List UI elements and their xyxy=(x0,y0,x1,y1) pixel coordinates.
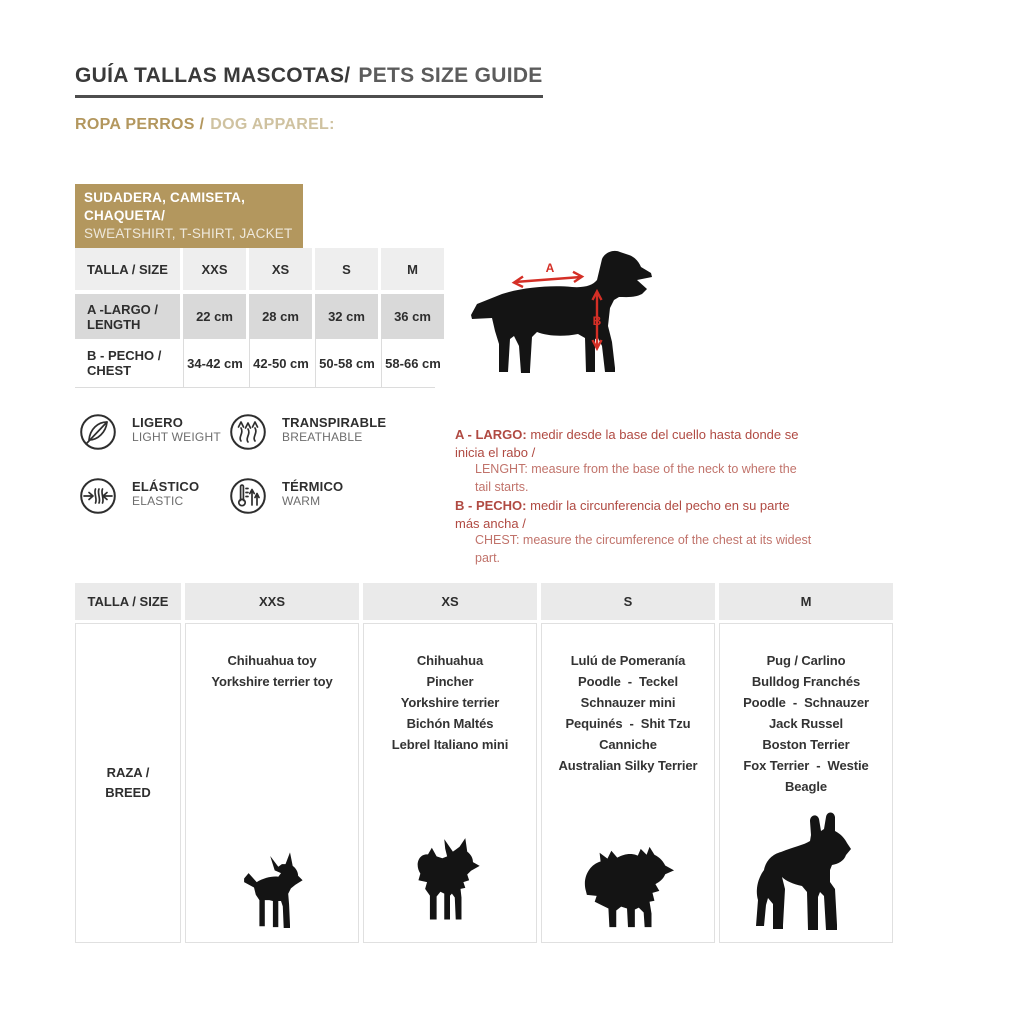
feature-warm xyxy=(228,476,398,516)
length-value: 36 cm xyxy=(381,294,444,339)
feature-label-en: ELASTIC xyxy=(132,494,184,508)
feature-label-en: BREATHABLE xyxy=(282,430,363,444)
breed-item: Beagle xyxy=(784,779,828,794)
length-value: 22 cm xyxy=(183,294,246,339)
breed-table-header-cell: M xyxy=(719,583,893,620)
note-label: B - PECHO: xyxy=(455,498,527,513)
breed-item: Chihuahua xyxy=(416,653,484,668)
note-text-es: medir la circunferencia del pecho en su parte más ancha / xyxy=(455,498,790,531)
note-text-en: CHEST: measure the circumference of the chest at its widest part. xyxy=(475,533,812,565)
breed-item: Pug / Carlino xyxy=(766,653,846,668)
breed-item: Australian Silky Terrier xyxy=(558,758,698,773)
breed-item: Fox Terrier - Westie xyxy=(743,758,869,773)
pomeranian-silhouette xyxy=(573,840,683,934)
feature-label-es: ELÁSTICO xyxy=(132,479,200,494)
chihuahua-silhouette xyxy=(236,850,308,934)
size-table-header-row xyxy=(75,248,435,290)
breed-item: Boston Terrier xyxy=(762,737,850,752)
subtitle-en: DOG APPAREL: xyxy=(210,116,335,133)
note-text-es: medir desde la base del cuello hasta donde se inicia el rabo / xyxy=(455,427,799,460)
note-label: A - LARGO: xyxy=(455,427,527,442)
category-banner xyxy=(75,184,303,248)
feature-list xyxy=(78,412,398,516)
chest-value: 50-58 cm xyxy=(315,339,378,387)
measuring-notes xyxy=(455,426,815,568)
breed-column-xxs xyxy=(185,623,359,943)
long-haired-chihuahua-silhouette xyxy=(406,838,494,934)
breed-table-header-cell: XS xyxy=(363,583,537,620)
breed-table-body xyxy=(75,623,893,943)
chest-value: 42-50 cm xyxy=(249,339,312,387)
size-table-header-cell: XXS xyxy=(183,248,246,290)
breed-column-xs xyxy=(363,623,537,943)
breed-item: Jack Russel xyxy=(768,716,844,731)
breed-table-header-row xyxy=(75,583,893,620)
note-length xyxy=(455,426,815,496)
measuring-diagram xyxy=(468,246,653,378)
size-table-length-row xyxy=(75,294,435,339)
breathable-icon xyxy=(228,412,268,452)
breed-item: Bulldog Franchés xyxy=(751,674,861,689)
breed-item: Canniche xyxy=(599,737,657,752)
size-table xyxy=(75,248,441,388)
thermometer-icon xyxy=(228,476,268,516)
length-row-label: A -LARGO / LENGTH xyxy=(75,294,180,339)
breed-column-s xyxy=(541,623,715,943)
feature-breathable xyxy=(228,412,398,452)
feather-icon xyxy=(78,412,118,452)
breed-table-header-cell: XXS xyxy=(185,583,359,620)
feature-label-es: TRANSPIRABLE xyxy=(282,415,387,430)
breed-item: Lulú de Pomeranía xyxy=(570,653,686,668)
size-table-chest-row xyxy=(75,339,441,388)
breed-table-header-cell: S xyxy=(541,583,715,620)
banner-line-en: SWEATSHIRT, T-SHIRT, JACKET xyxy=(84,226,293,241)
breed-item: Schnauzer mini xyxy=(580,695,676,710)
feature-label-es: LIGERO xyxy=(132,415,184,430)
breed-row-label: RAZA / BREED xyxy=(75,623,181,943)
size-table-header-cell: XS xyxy=(249,248,312,290)
length-value: 28 cm xyxy=(249,294,312,339)
breed-item: Poodle - Teckel xyxy=(578,674,678,689)
arrow-label-b: B xyxy=(592,314,602,328)
subtitle-es: ROPA PERROS / xyxy=(75,116,205,133)
breed-column-m xyxy=(719,623,893,943)
banner-line-es: SUDADERA, CAMISETA, CHAQUETA/ xyxy=(84,190,246,223)
breed-table-header-cell: TALLA / SIZE xyxy=(75,583,181,620)
chest-value: 34-42 cm xyxy=(183,339,246,387)
feature-label-en: WARM xyxy=(282,494,321,508)
note-text-en: LENGHT: measure from the base of the neck to where the tail starts. xyxy=(475,462,797,494)
breed-table xyxy=(75,583,893,943)
breed-item: Yorkshire terrier xyxy=(400,695,500,710)
note-chest xyxy=(455,497,815,567)
french-bulldog-silhouette xyxy=(754,812,858,934)
breed-item: Pequinés - Shit Tzu xyxy=(565,716,691,731)
breed-item: Lebrel Italiano mini xyxy=(391,737,509,752)
chest-row-label: B - PECHO / CHEST xyxy=(75,339,180,387)
elastic-icon xyxy=(78,476,118,516)
section-subtitle xyxy=(75,116,335,134)
breed-item: Poodle - Schnauzer xyxy=(743,695,869,710)
arrow-label-a: A xyxy=(545,261,555,275)
breed-item: Bichón Maltés xyxy=(406,716,494,731)
feature-elastic xyxy=(78,476,228,516)
size-table-header-cell: M xyxy=(381,248,444,290)
breed-item: Chihuahua toy xyxy=(227,653,317,668)
length-value: 32 cm xyxy=(315,294,378,339)
size-table-header-cell: TALLA / SIZE xyxy=(75,248,180,290)
size-table-header-cell: S xyxy=(315,248,378,290)
breed-item: Yorkshire terrier toy xyxy=(211,674,333,689)
feature-label-es: TÉRMICO xyxy=(282,479,344,494)
page-title xyxy=(75,64,543,98)
labrador-diagram-silhouette xyxy=(468,246,653,378)
feature-lightweight xyxy=(78,412,228,452)
page-title-es: GUÍA TALLAS MASCOTAS/ xyxy=(75,64,351,87)
chest-value: 58-66 cm xyxy=(381,339,444,387)
feature-label-en: LIGHT WEIGHT xyxy=(132,430,221,444)
page-title-en: PETS SIZE GUIDE xyxy=(358,64,543,87)
breed-item: Pincher xyxy=(426,674,474,689)
